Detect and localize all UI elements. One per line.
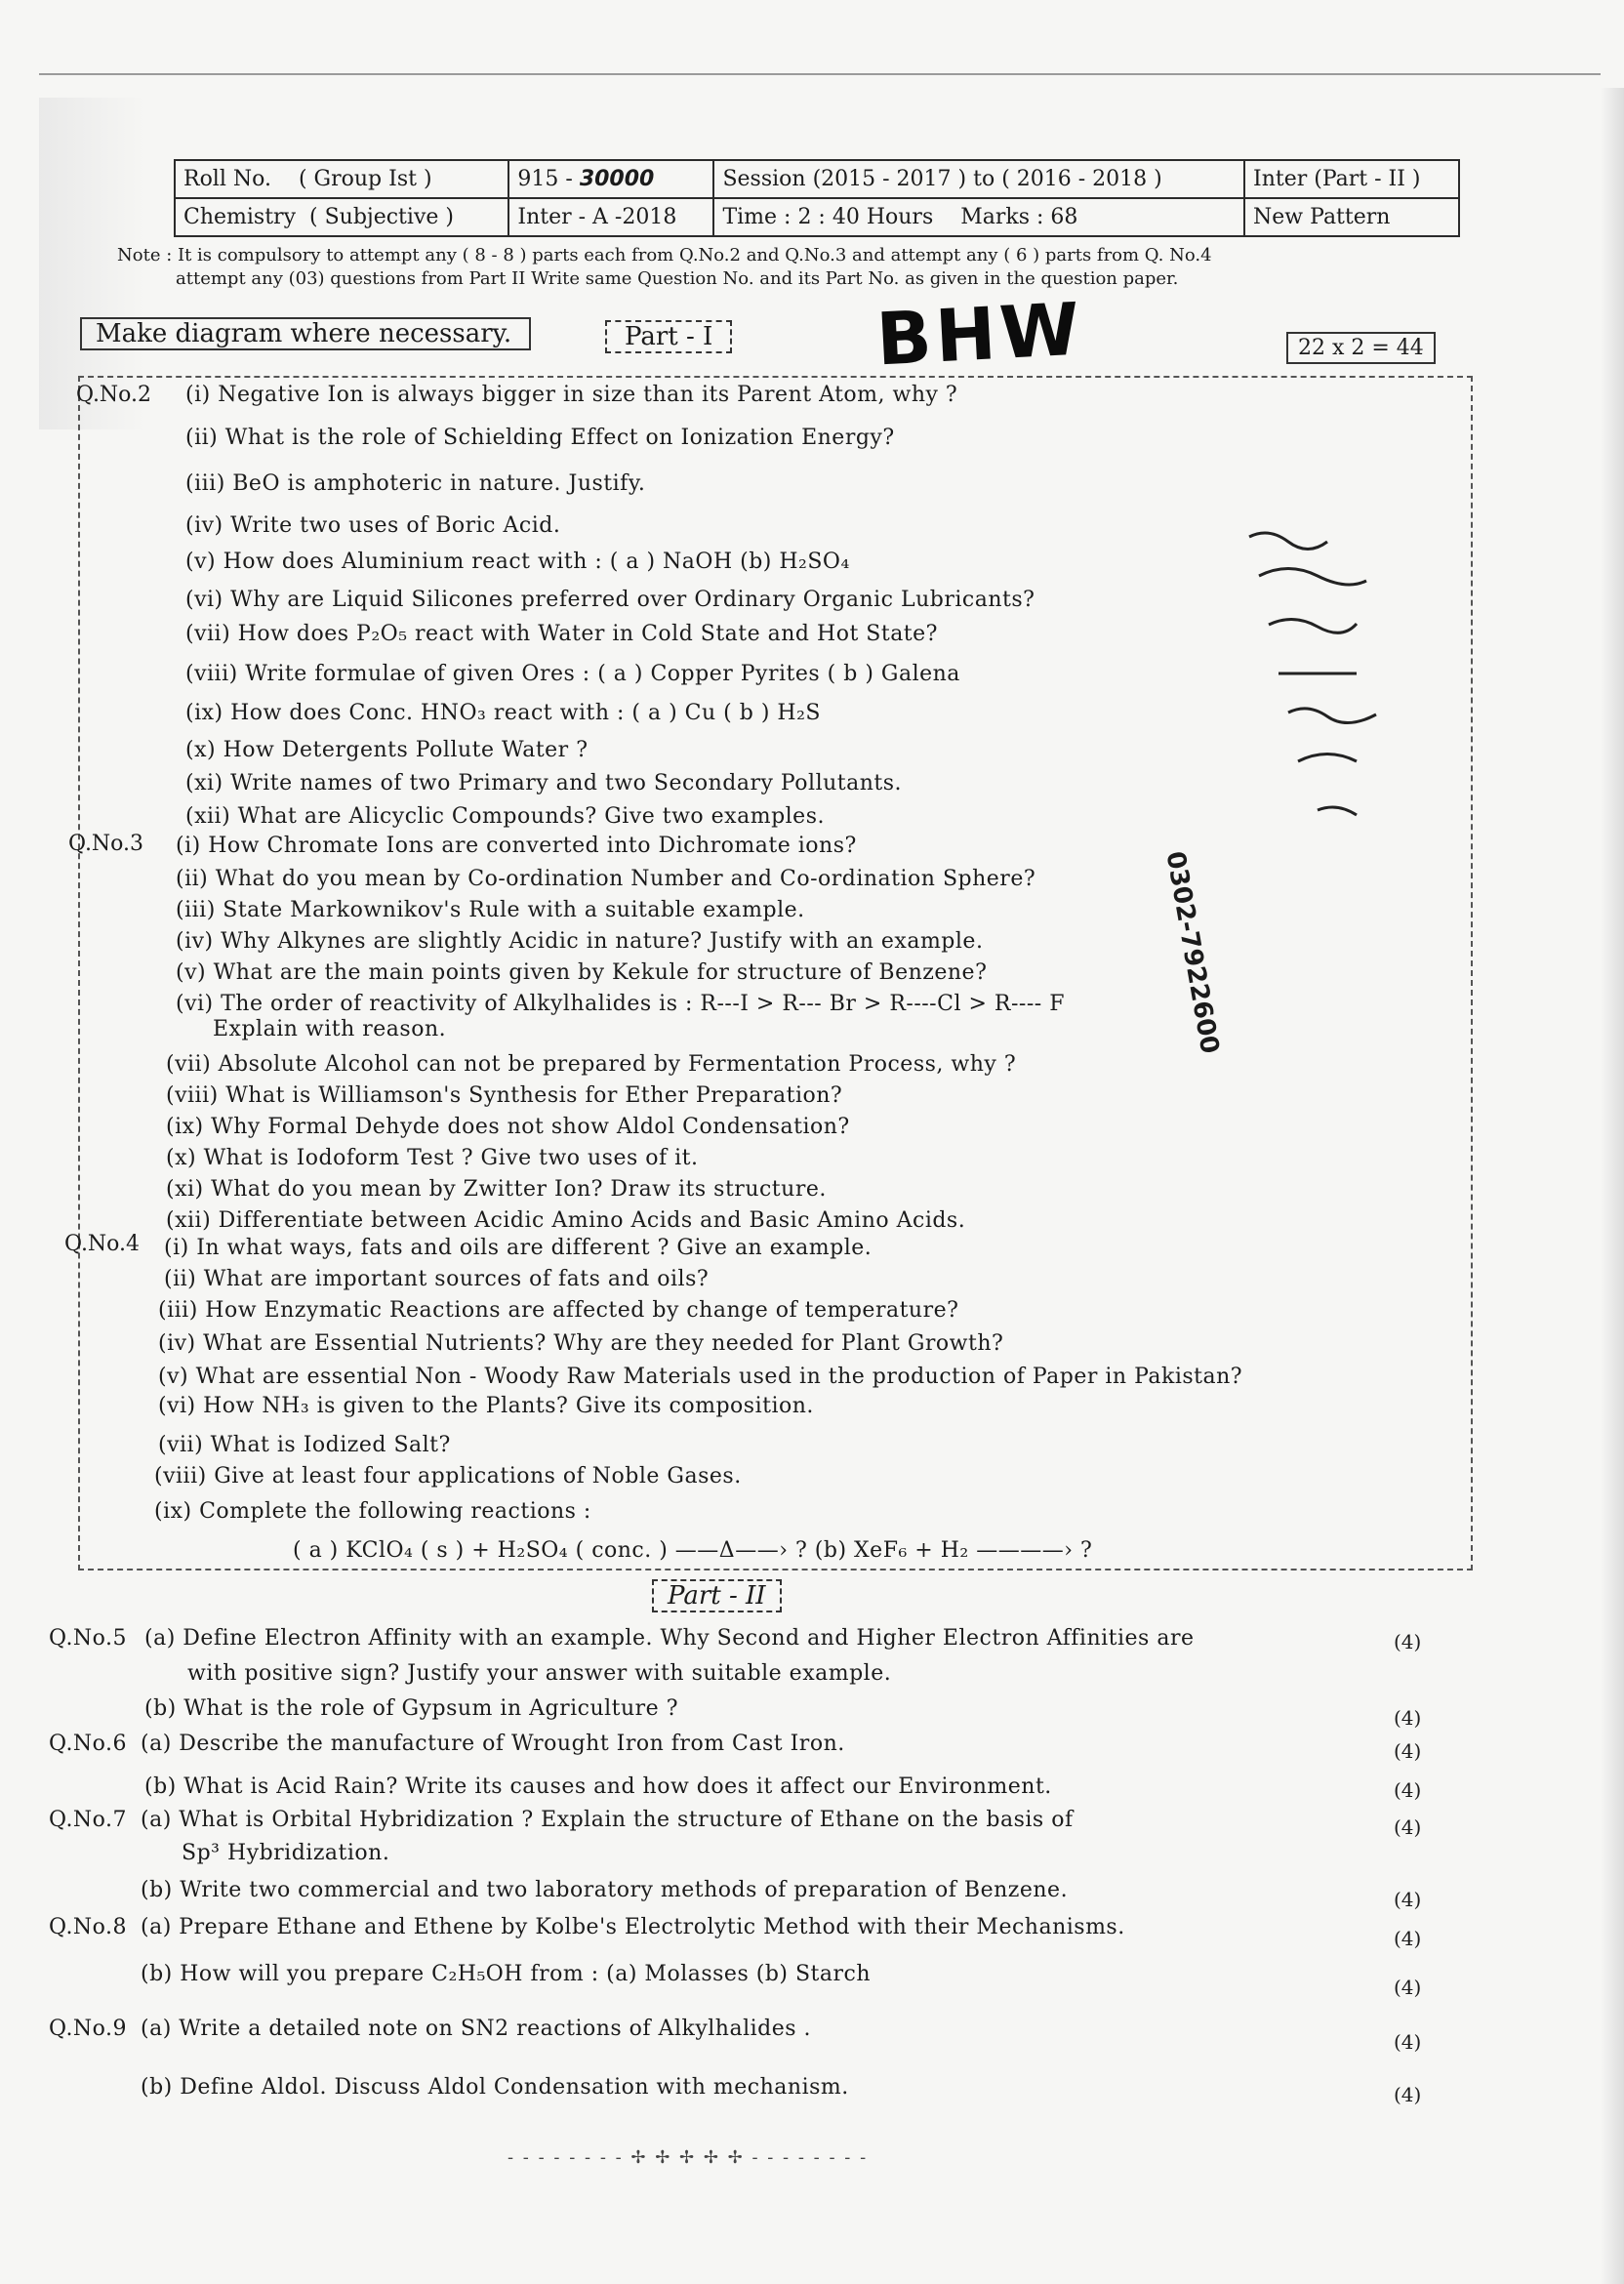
q4-reactions: ( a ) KClO₄ ( s ) + H₂SO₄ ( conc. ) ——Δ——› ? (b) XeF₆ + H₂ ————› ? [293,1538,1093,1563]
q6-b-marks: (4) [1394,1778,1422,1802]
top-edge-line [39,73,1601,75]
q5-a-cont: with positive sign? Justify your answer with suitable example. [187,1661,892,1686]
instructions-note: Note : It is compulsory to attempt any ( 8 - 8 ) parts each from Q.No.2 and Q.No.3 and attempt any ( 6 ) parts from Q. No.4 attempt any (03) questions from Part II Write same Question No. and its Part No. as given in the question paper. [117,245,1212,289]
q2-label: Q.No.2 [76,383,152,407]
q5-a-marks: (4) [1394,1630,1422,1653]
q9-a: (a) Write a detailed note on SN2 reactions of Alkylhalides . [141,2017,812,2041]
q8-a-marks: (4) [1394,1927,1422,1950]
q9-a-marks: (4) [1394,2030,1422,2054]
q9-b-marks: (4) [1394,2083,1422,2106]
q2-item: (v) How does Aluminium react with : ( a ) NaOH (b) H₂SO₄ [185,550,850,574]
session-cell: Session (2015 - 2017 ) to ( 2016 - 2018 ) [713,160,1244,198]
q3-item: (ix) Why Formal Dehyde does not show Aldol Condensation? [166,1115,850,1139]
part-1-label: Part - I [605,320,732,353]
end-ornament: - - - - - - - - ✢ ✢ ✢ ✢ ✢ - - - - - - - - [508,2147,869,2168]
q3-label: Q.No.3 [68,832,144,856]
q2-item: (viii) Write formulae of given Ores : ( a ) Copper Pyrites ( b ) Galena [185,662,960,686]
part-2-label: Part - II [652,1579,782,1612]
q2-item: (iii) BeO is amphoteric in nature. Justify. [185,471,646,496]
q3-item: (xi) What do you mean by Zwitter Ion? Draw its structure. [166,1177,827,1202]
q2-item: (ix) How does Conc. HNO₃ react with : ( a ) Cu ( b ) H₂S [185,701,821,725]
q8-b: (b) How will you prepare C₂H₅OH from : (a) Molasses (b) Starch [141,1962,872,1986]
q6-a-marks: (4) [1394,1739,1422,1763]
shop-stamp [1239,517,1415,888]
q2-item: (xi) Write names of two Primary and two Secondary Pollutants. [185,771,903,795]
q5-b-marks: (4) [1394,1706,1422,1730]
make-diagram-note: Make diagram where necessary. [80,317,531,350]
pattern-cell: New Pattern [1244,198,1459,236]
stamp-phone: 0302-7922600 [1159,849,1225,1056]
q5-b: (b) What is the role of Gypsum in Agriculture ? [144,1696,678,1721]
q3-item: (x) What is Iodoform Test ? Give two uses of it. [166,1146,699,1170]
q3-item: (iii) State Markownikov's Rule with a suitable example. [176,898,805,922]
q4-label: Q.No.4 [64,1232,141,1256]
handwritten-bhw: BHW [873,287,1086,383]
subject-cell: Chemistry ( Subjective ) [175,198,508,236]
time-marks-cell: Time : 2 : 40 Hours Marks : 68 [713,198,1244,236]
code-cell: 915 - 30000 [508,160,713,198]
q7-a-marks: (4) [1394,1815,1422,1839]
q3-item: (v) What are the main points given by Kekule for structure of Benzene? [176,960,988,985]
q7-a-cont: Sp³ Hybridization. [182,1841,390,1865]
q8-label: Q.No.8 [49,1915,128,1939]
q3-item-cont: Explain with reason. [213,1017,447,1041]
q2-item: (xii) What are Alicyclic Compounds? Give two examples. [185,804,825,829]
q3-item: (xii) Differentiate between Acidic Amino Acids and Basic Amino Acids. [166,1208,966,1233]
q7-b: (b) Write two commercial and two laboratory methods of preparation of Benzene. [141,1878,1069,1902]
q4-item: (viii) Give at least four applications of Noble Gases. [154,1464,742,1489]
q2-item: (iv) Write two uses of Boric Acid. [185,513,561,538]
q6-a: (a) Describe the manufacture of Wrought Iron from Cast Iron. [141,1732,845,1756]
q9-b: (b) Define Aldol. Discuss Aldol Condensation with mechanism. [141,2075,849,2100]
roll-cell: Roll No. ( Group Ist ) [175,160,508,198]
q8-b-marks: (4) [1394,1976,1422,1999]
q3-item: (iv) Why Alkynes are slightly Acidic in nature? Justify with an example. [176,929,984,954]
scan-right-edge [1601,88,1624,2284]
q2-item: (vii) How does P₂O₅ react with Water in Cold State and Hot State? [185,622,938,646]
q7-a: (a) What is Orbital Hybridization ? Explain the structure of Ethane on the basis of [141,1808,1074,1832]
q3-item: (ii) What do you mean by Co-ordination Number and Co-ordination Sphere? [176,867,1036,891]
q4-item: (v) What are essential Non - Woody Raw Materials used in the production of Paper in Pakistan? [158,1365,1243,1389]
q6-label: Q.No.6 [49,1732,128,1756]
q2-item: (x) How Detergents Pollute Water ? [185,738,589,762]
q5-a: (a) Define Electron Affinity with an example. Why Second and Higher Electron Affinities are [144,1626,1195,1651]
q2-item: (i) Negative Ion is always bigger in size than its Parent Atom, why ? [185,383,958,407]
q7-label: Q.No.7 [49,1808,128,1832]
q3-item: (vi) The order of reactivity of Alkylhalides is : R---I > R--- Br > R----Cl > R---- F [176,992,1065,1016]
q4-item: (iv) What are Essential Nutrients? Why are they needed for Plant Growth? [158,1331,1004,1356]
q5-label: Q.No.5 [49,1626,128,1651]
q2-item: (ii) What is the role of Schielding Effect on Ionization Energy? [185,426,895,450]
q4-item: (vii) What is Iodized Salt? [158,1433,451,1457]
q3-item: (vii) Absolute Alcohol can not be prepared by Fermentation Process, why ? [166,1052,1017,1077]
q3-item: (i) How Chromate Ions are converted into Dichromate ions? [176,834,857,858]
exam-header-table [174,159,1460,237]
q3-item: (viii) What is Williamson's Synthesis for Ether Preparation? [166,1083,843,1108]
q4-item: (vi) How NH₃ is given to the Plants? Give its composition. [158,1394,814,1418]
q4-item: (ii) What are important sources of fats and oils? [164,1267,710,1291]
exam-cell: Inter - A -2018 [508,198,713,236]
q2-item: (vi) Why are Liquid Silicones preferred over Ordinary Organic Lubricants? [185,588,1035,612]
q4-item: (iii) How Enzymatic Reactions are affected by change of temperature? [158,1298,959,1323]
q7-b-marks: (4) [1394,1888,1422,1911]
inter-part-cell: Inter (Part - II ) [1244,160,1459,198]
q4-item: (i) In what ways, fats and oils are different ? Give an example. [164,1236,873,1260]
q9-label: Q.No.9 [49,2017,128,2041]
q6-b: (b) What is Acid Rain? Write its causes and how does it affect our Environment. [144,1774,1052,1799]
part-1-marks: 22 x 2 = 44 [1286,332,1436,364]
q8-a: (a) Prepare Ethane and Ethene by Kolbe's Electrolytic Method with their Mechanisms. [141,1915,1125,1939]
handwritten-code: 30000 [579,167,655,191]
q4-item: (ix) Complete the following reactions : [154,1499,591,1524]
